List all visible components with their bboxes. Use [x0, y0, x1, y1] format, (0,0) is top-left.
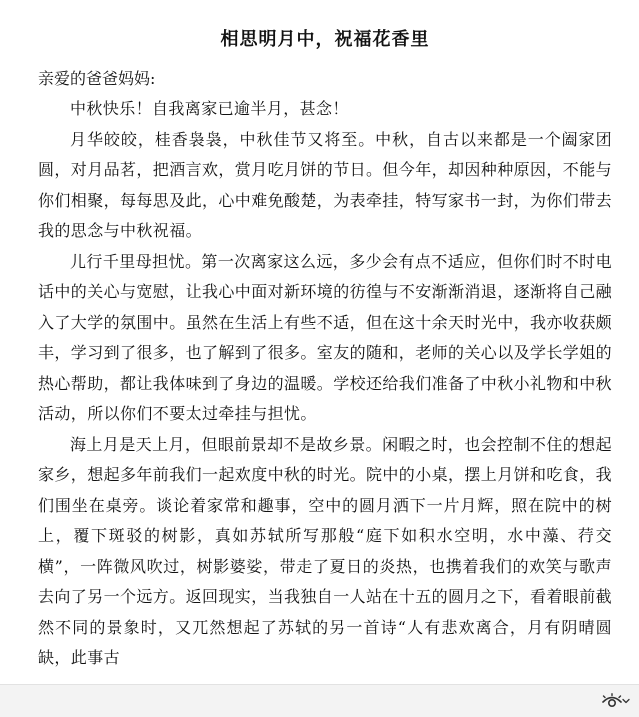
paragraph-2: 月华皎皎，桂香袅袅，中秋佳节又将至。中秋，自古以来都是一个阖家团圆，对月品茗，把酒言欢，赏月吃月饼的节日。但今年，却因种种原因，不能与你们相聚，每每思及此，心中难免酸楚，为表牵挂，特写家书一封，为你们带去我的思念与中秋祝福。	[38, 129, 613, 240]
bottom-toolbar	[0, 684, 639, 717]
eye-icon	[602, 693, 622, 709]
letter-title: 相思明月中，祝福花香里	[220, 29, 430, 50]
paragraph-1: 中秋快乐！自我离家已逾半月，甚念！	[70, 99, 349, 118]
salutation: 亲爱的爸爸妈妈:	[38, 69, 156, 88]
view-options-button[interactable]	[601, 689, 631, 713]
paragraph-3: 儿行千里母担忧。第一次离家这么远，多少会有点不适应，但你们时不时电话中的关心与宽慰，让我心中面对新环境的彷徨与不安渐渐消退，逐渐将自己融入了大学的氛围中。虽然在生活上有些不适，但在这十余天时光中，我亦收获颇丰，学习到了很多，也了解到了很多。室友的随和，老师的关心以及学长学姐的热心帮助，都让我体味到了身边的温暖。学校还给我们准备了中秋小礼物和中秋活动，所以你们不要太过牵挂与担忧。	[38, 251, 613, 423]
paragraph-4: 海上月是天上月，但眼前景却不是故乡景。闲暇之时，也会控制不住的想起家乡，想起多年前我们一起欢度中秋的时光。院中的小桌，摆上月饼和吃食，我们围坐在桌旁。谈论着家常和趣事，空中的圆月洒下一片月辉，照在院中的树上，覆下斑驳的树影，真如苏轼所写那般“庭下如积水空明，水中藻、荇交横”，一阵微风吹过，树影婆娑，带走了夏日的炎热，也携着我们的欢笑与歌声去向了另一个远方。返回现实，当我独自一人站在十五的圆月之下，看着眼前截然不同的景象时，又兀然想起了苏轼的另一首诗“人有悲欢离合，月有阴晴圆缺，此事古	[38, 434, 613, 667]
chevron-down-icon	[622, 698, 630, 704]
